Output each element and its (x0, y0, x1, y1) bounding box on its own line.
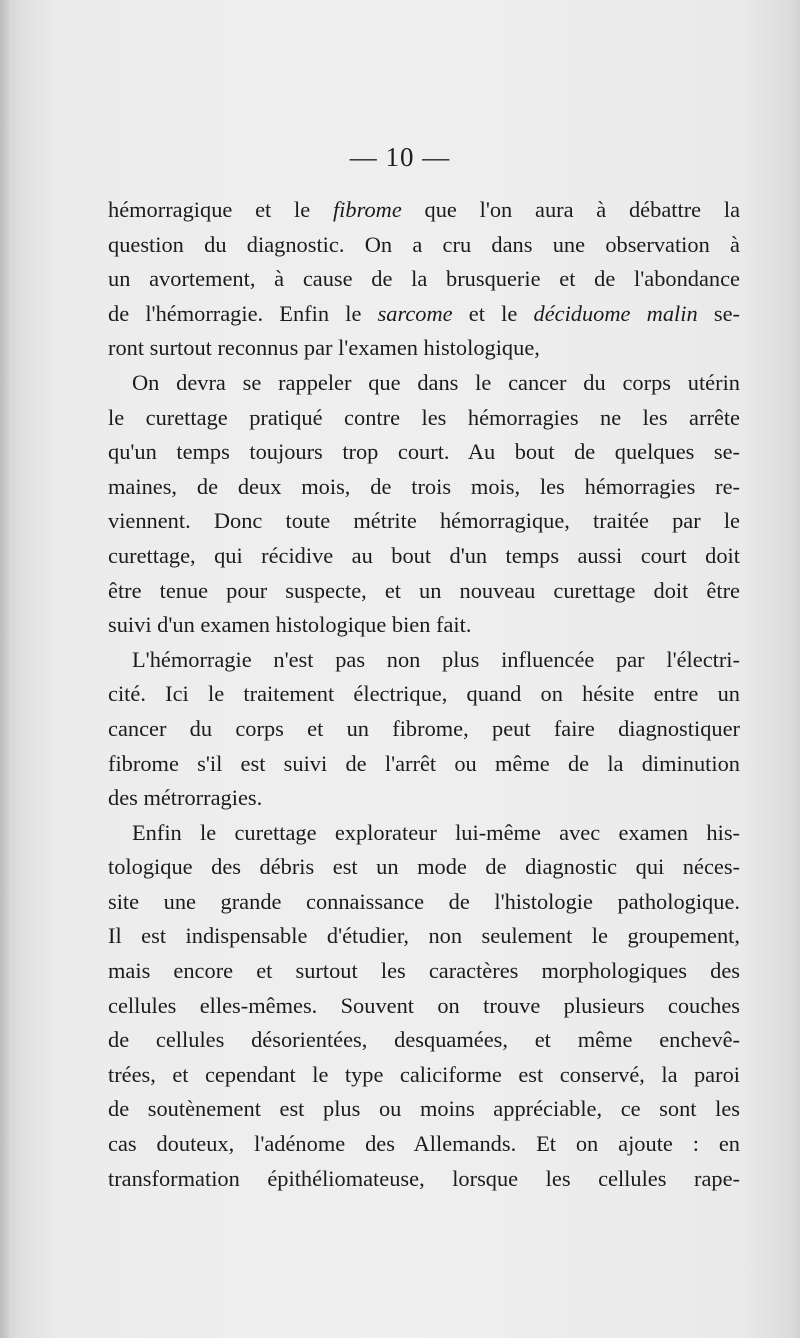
paragraph-1 (108, 193, 740, 366)
text-line: de soutènement est plus ou moins appréciable, ce sont les (108, 1096, 740, 1122)
text-line: fibrome s'il est suivi de l'arrêt ou même de la diminution (108, 750, 740, 776)
text-line: trées, et cependant le type caliciforme est conservé, la paroi (108, 1061, 740, 1087)
text-line: On devra se rappeler que dans le cancer du corps utérin (132, 369, 740, 395)
paragraph-3 (108, 643, 740, 816)
page-spine-shadow (0, 0, 10, 1338)
paragraph-2 (108, 366, 740, 643)
text-line: cancer du corps et un fibrome, peut faire diagnostiquer (108, 715, 740, 741)
text-line: de l'hémorragie. Enfin le sarcome et le déciduome malin se- (108, 300, 740, 326)
text-line: tologique des débris est un mode de diagnostic qui néces- (108, 854, 740, 880)
text-line: transformation épithéliomateuse, lorsque les cellules rape- (108, 1165, 740, 1191)
page-number: — 10 — (349, 142, 451, 172)
text-line: cellules elles-mêmes. Souvent on trouve plusieurs couches (108, 992, 740, 1018)
text-line: suivi d'un examen histologique bien fait. (108, 612, 472, 638)
text-line: cas douteux, l'adénome des Allemands. Et on ajoute : en (108, 1131, 740, 1157)
body-text (108, 193, 740, 1196)
text-line: Enfin le curettage explorateur lui-même avec examen his- (132, 819, 740, 845)
text-line: qu'un temps toujours trop court. Au bout de quelques se- (108, 439, 740, 465)
text-line: cité. Ici le traitement électrique, quand on hésite entre un (108, 681, 740, 707)
text-line: viennent. Donc toute métrite hémorragique, traitée par le (108, 508, 740, 534)
text-line: ront surtout reconnus par l'examen histologique, (108, 335, 540, 361)
text-line: le curettage pratiqué contre les hémorragies ne les arrête (108, 404, 740, 430)
text-line: site une grande connaissance de l'histologie pathologique. (108, 888, 740, 914)
text-line: curettage, qui récidive au bout d'un temps aussi court doit (108, 542, 740, 568)
text-line: de cellules désorientées, desquamées, et même enchevê- (108, 1027, 740, 1053)
text-line: mais encore et surtout les caractères morphologiques des (108, 958, 740, 984)
text-line: un avortement, à cause de la brusquerie et de l'abondance (108, 266, 740, 292)
text-line: être tenue pour suspecte, et un nouveau curettage doit être (108, 577, 740, 603)
text-line: question du diagnostic. On a cru dans une observation à (108, 231, 740, 257)
text-line: hémorragique et le fibrome que l'on aura à débattre la (108, 197, 741, 222)
text-line: L'hémorragie n'est pas non plus influencée par l'électri- (132, 646, 740, 672)
text-line: Il est indispensable d'étudier, non seulement le groupement, (108, 923, 740, 949)
text-line: des métrorragies. (108, 785, 263, 811)
paragraph-4 (108, 816, 740, 1197)
text-line: maines, de deux mois, de trois mois, les hémorragies re- (108, 473, 740, 499)
